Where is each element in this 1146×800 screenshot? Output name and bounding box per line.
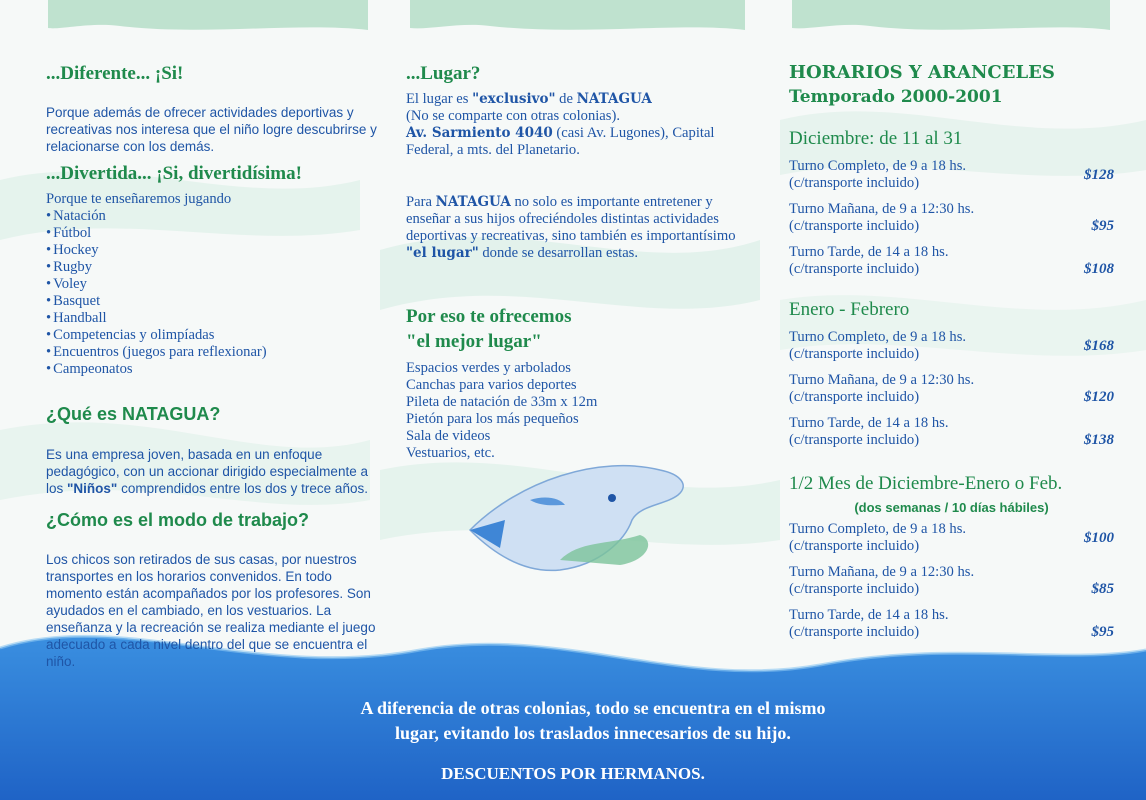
importancia-text-c: donde se desarrollan estas. xyxy=(478,245,638,261)
price-row xyxy=(789,415,1114,449)
price-row xyxy=(789,201,1114,235)
section-title-divertida: ...Divertida... ¡Si, divertidísima! xyxy=(46,163,302,184)
section-body-diferente: Porque además de ofrecer actividades deportivas y recreativas nos interesa que el niño logre descubrirse y relacionarse con los demás. xyxy=(46,104,377,154)
section-intro-divertida: Porque te enseñaremos jugando xyxy=(46,191,232,207)
turno-price: $95 xyxy=(1091,218,1114,234)
turno-label: Turno Completo, de 9 a 18 hs. xyxy=(789,158,967,174)
price-row xyxy=(789,158,1114,192)
importancia-text-a: Para xyxy=(406,194,436,210)
activity-item: • Campeonatos xyxy=(46,361,376,378)
feature-item: Canchas para varios deportes xyxy=(406,377,577,393)
turno-price: $128 xyxy=(1084,167,1114,183)
activities-list xyxy=(46,208,376,378)
section-title-ofrecemos: Por eso te ofrecemos xyxy=(406,306,572,327)
price-row xyxy=(789,564,1114,598)
price-row xyxy=(789,521,1114,555)
prices-subtitle: Temporado 2000-2001 xyxy=(789,87,1003,107)
turno-price: $168 xyxy=(1084,338,1114,354)
turno-note: (c/transporte incluido) xyxy=(789,538,920,554)
activity-item: • Handball xyxy=(46,310,376,327)
price-row xyxy=(789,244,1114,278)
price-row xyxy=(789,329,1114,363)
activity-item: • Natación xyxy=(46,208,376,225)
turno-label: Turno Tarde, de 14 a 18 hs. xyxy=(789,415,949,431)
turno-note: (c/transporte incluido) xyxy=(789,432,920,448)
lugar-exclusivo: "exclusivo" xyxy=(472,91,556,107)
section-body-lugar xyxy=(406,91,741,159)
turno-label: Turno Tarde, de 14 a 18 hs. xyxy=(789,607,949,623)
que-es-text-ninos: "Niños" xyxy=(67,480,118,496)
section-title-lugar: ...Lugar? xyxy=(406,63,481,84)
turno-price: $138 xyxy=(1084,432,1114,448)
price-row xyxy=(789,607,1114,641)
turno-note: (c/transporte incluido) xyxy=(789,581,920,597)
footer-message xyxy=(0,696,1146,746)
section-title-que-es: ¿Qué es NATAGUA? xyxy=(46,404,221,424)
feature-item: Sala de videos xyxy=(406,428,491,444)
lugar-address: Av. Sarmiento 4040 xyxy=(406,125,553,141)
section-body-que-es xyxy=(46,446,384,497)
turno-label: Turno Mañana, de 9 a 12:30 hs. xyxy=(789,201,975,217)
lugar-text-b: de xyxy=(555,91,577,107)
feature-item: Pietón para los más pequeños xyxy=(406,411,579,427)
que-es-text-b: comprendidos entre los dos y trece años. xyxy=(117,480,368,496)
lugar-text-d: (casi Av. Lugones), Capital Federal, a mts. del Planetario. xyxy=(406,125,715,158)
section-title-diferente: ...Diferente... ¡Si! xyxy=(46,63,184,84)
turno-note: (c/transporte incluido) xyxy=(789,624,920,640)
price-section-heading: 1/2 Mes de Diciembre-Enero o Feb. xyxy=(789,473,1063,494)
section-body-modo: Los chicos son retirados de sus casas, por nuestros transportes en los horarios convenidos. En todo momento están acompañados por los profesores. Son ayudados en el cambiado, en los vestuarios. La enseñanza y la recreación se realiza mediante el juego adecuado a cada nivel dentro del que se encuentra el niño. xyxy=(46,551,376,669)
importancia-el-lugar: "el lugar" xyxy=(406,245,479,261)
turno-price: $85 xyxy=(1091,581,1114,597)
section-title-mejor-lugar: "el mejor lugar" xyxy=(406,331,542,352)
price-section-note: (dos semanas / 10 días hábiles) xyxy=(854,500,1049,515)
prices-title: HORARIOS Y ARANCELES xyxy=(789,62,1055,83)
lugar-text-a: El lugar es xyxy=(406,91,473,107)
turno-note: (c/transporte incluido) xyxy=(789,218,920,234)
section-title-modo: ¿Cómo es el modo de trabajo? xyxy=(46,510,310,530)
turno-note: (c/transporte incluido) xyxy=(789,346,920,362)
lugar-natagua: NATAGUA xyxy=(576,91,652,107)
feature-item: Pileta de natación de 33m x 12m xyxy=(406,394,598,410)
turno-label: Turno Mañana, de 9 a 12:30 hs. xyxy=(789,564,975,580)
turno-note: (c/transporte incluido) xyxy=(789,389,920,405)
features-list xyxy=(406,360,736,462)
activity-item: • Competencias y olimpíadas xyxy=(46,327,376,344)
turno-note: (c/transporte incluido) xyxy=(789,175,920,191)
activity-item: • Basquet xyxy=(46,293,376,310)
footer-line-2: lugar, evitando los traslados innecesarios de su hijo. xyxy=(395,723,791,743)
turno-price: $120 xyxy=(1084,389,1114,405)
activity-item: • Voley xyxy=(46,276,376,293)
price-row xyxy=(789,372,1114,406)
lugar-text-c: (No se comparte con otras colonias). xyxy=(406,108,620,124)
turno-label: Turno Mañana, de 9 a 12:30 hs. xyxy=(789,372,975,388)
turno-price: $108 xyxy=(1084,261,1114,277)
footer-discount: DESCUENTOS POR HERMANOS. xyxy=(441,764,705,783)
activity-item: • Fútbol xyxy=(46,225,376,242)
activity-item: • Rugby xyxy=(46,259,376,276)
turno-price: $95 xyxy=(1091,624,1114,640)
feature-item: Vestuarios, etc. xyxy=(406,445,495,461)
importancia-text-b: no solo es importante entretener y enseñar a sus hijos ofreciéndoles distintas actividades deportivas y recreativas, sino también es importantísimo xyxy=(406,194,736,244)
turno-label: Turno Tarde, de 14 a 18 hs. xyxy=(789,244,949,260)
turno-label: Turno Completo, de 9 a 18 hs. xyxy=(789,521,967,537)
activity-item: • Hockey xyxy=(46,242,376,259)
price-section-heading: Enero - Febrero xyxy=(789,299,910,320)
footer-line-1: A diferencia de otras colonias, todo se encuentra en el mismo xyxy=(360,698,826,718)
feature-item: Espacios verdes y arbolados xyxy=(406,360,571,376)
price-section-heading: Diciembre: de 11 al 31 xyxy=(789,128,963,149)
turno-price: $100 xyxy=(1084,530,1114,546)
turno-label: Turno Completo, de 9 a 18 hs. xyxy=(789,329,967,345)
section-body-importancia xyxy=(406,194,736,262)
turno-note: (c/transporte incluido) xyxy=(789,261,920,277)
activity-item: • Encuentros (juegos para reflexionar) xyxy=(46,344,376,361)
importancia-natagua: NATAGUA xyxy=(435,194,511,210)
que-es-text-a: Es una empresa joven, basada en un enfoque pedagógico, con un accionar dirigido especialmente a los xyxy=(46,446,368,496)
